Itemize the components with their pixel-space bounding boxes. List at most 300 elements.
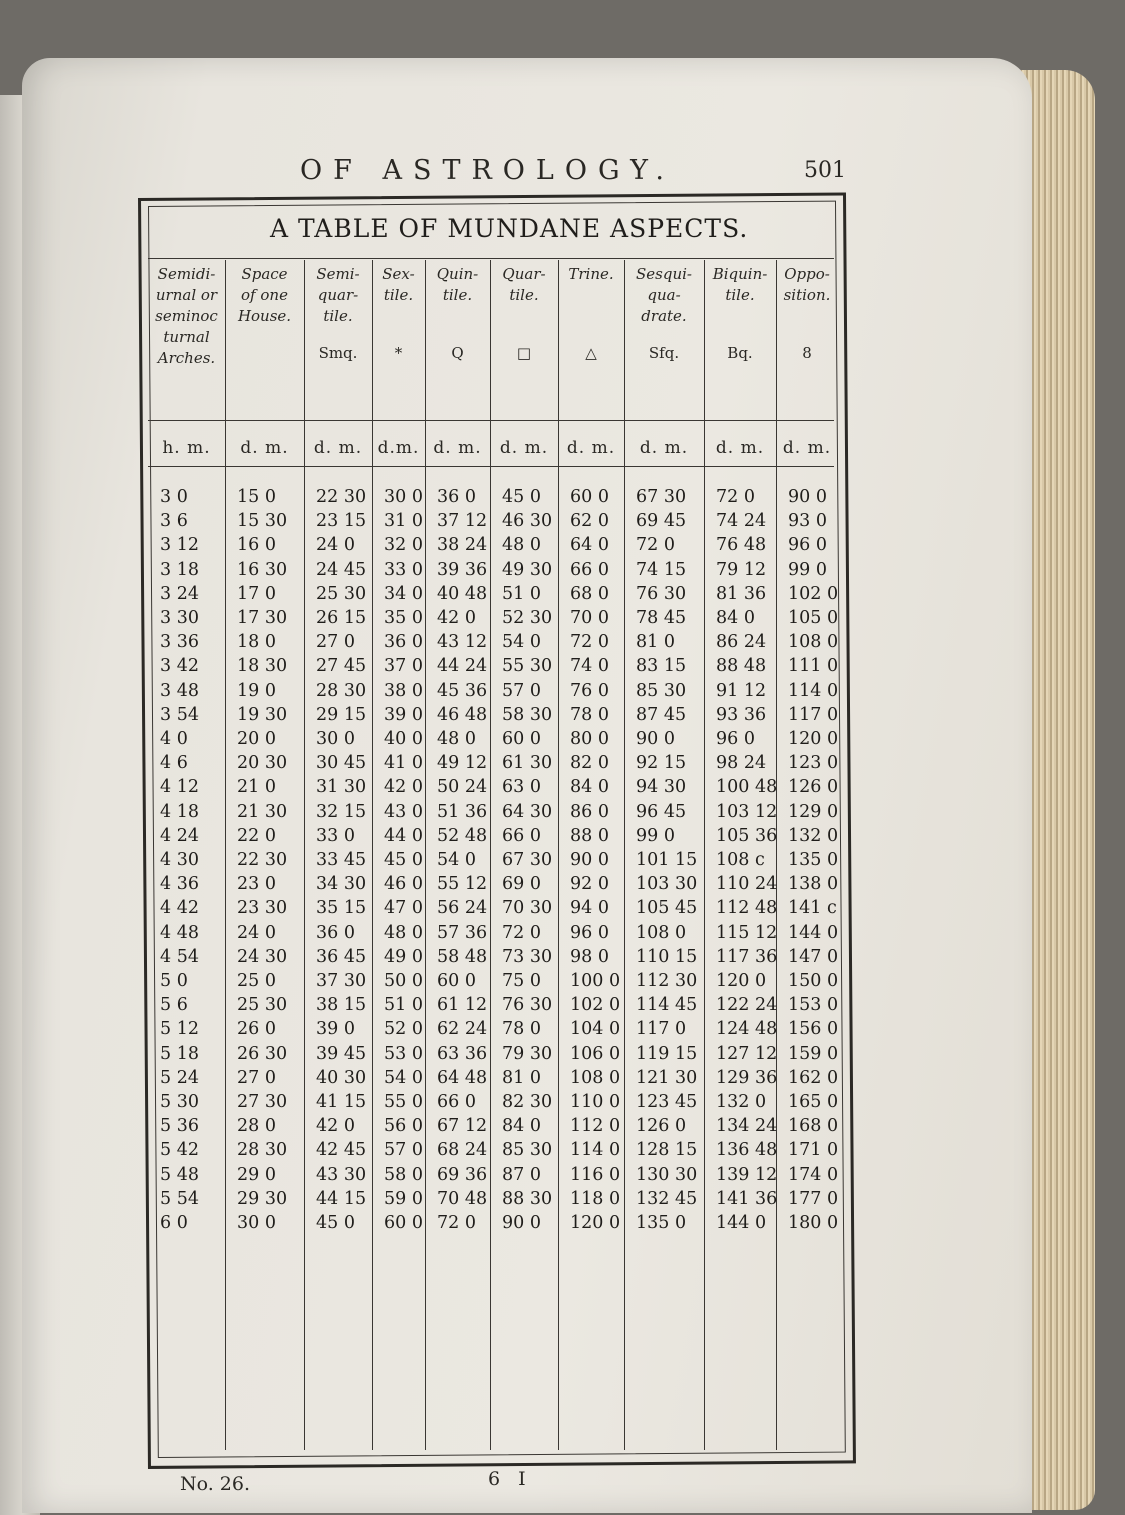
- table-cell: 26 0: [237, 1019, 276, 1040]
- table-cell: 24 0: [237, 922, 276, 943]
- aspect-symbol: □: [516, 344, 532, 362]
- table-cell: 83 15: [636, 656, 687, 677]
- table-cell: 118 0: [570, 1188, 621, 1209]
- table-cell: 129 0: [788, 801, 839, 822]
- table-cell: 63 0: [502, 777, 541, 798]
- table-cell: 124 48: [716, 1019, 778, 1040]
- table-cell: 62 0: [570, 511, 609, 532]
- table-cell: 61 12: [437, 995, 488, 1016]
- table-cell: 5 24: [160, 1067, 199, 1088]
- column-header: Oppo- sition.: [783, 265, 831, 304]
- table-cell: 3 24: [160, 583, 199, 604]
- table-cell: 28 30: [316, 680, 367, 701]
- table-cell: 76 48: [716, 535, 767, 556]
- column-header: Sesqui- qua- drate.: [636, 265, 692, 325]
- table-cell: 100 0: [570, 971, 621, 991]
- column-header: Biquin- tile.: [712, 265, 768, 304]
- table-cell: 70 0: [570, 608, 609, 628]
- table-cell: 72 0: [502, 922, 541, 943]
- table-cell: 112 48: [716, 898, 778, 919]
- table-cell: 44 24: [437, 656, 488, 677]
- table-cell: 48 0: [384, 922, 423, 943]
- table-cell: 15 0: [237, 487, 276, 507]
- table-cell: 31 0: [384, 511, 423, 532]
- unit-label: d. m.: [499, 438, 549, 458]
- table-cell: 120 0: [716, 971, 767, 991]
- table-cell: 74 15: [636, 559, 687, 580]
- table-cell: 39 0: [384, 704, 423, 725]
- table-cell: 85 30: [636, 680, 687, 701]
- table-cell: 49 30: [502, 559, 553, 580]
- table-cell: 19 30: [237, 704, 288, 725]
- table-cell: 42 0: [437, 608, 476, 628]
- table-cell: 57 36: [437, 922, 488, 943]
- table-cell: 37 30: [316, 971, 367, 991]
- table-cell: 135 0: [788, 850, 839, 870]
- table-cell: 114 0: [570, 1140, 621, 1161]
- table-cell: 106 0: [570, 1043, 621, 1064]
- table-cell: 29 30: [237, 1188, 288, 1209]
- table-cell: 16 30: [237, 559, 288, 580]
- aspect-symbol: Bq.: [727, 344, 753, 362]
- table-cell: 55 0: [384, 1092, 423, 1112]
- table-cell: 128 15: [636, 1140, 698, 1161]
- table-cell: 31 30: [316, 777, 367, 798]
- table-cell: 171 0: [788, 1140, 839, 1161]
- table-cell: 18 30: [237, 656, 288, 677]
- table-cell: 40 48: [437, 583, 488, 604]
- table-cell: 3 42: [160, 656, 199, 677]
- table-cell: 53 0: [384, 1043, 423, 1064]
- table-cell: 134 24: [716, 1116, 778, 1137]
- table-cell: 61 30: [502, 753, 553, 774]
- table-cell: 79 30: [502, 1043, 553, 1064]
- table-cell: 96 45: [636, 801, 687, 822]
- table-cell: 70 48: [437, 1188, 488, 1209]
- table-cell: 26 30: [237, 1043, 288, 1064]
- table-cell: 80 0: [570, 729, 609, 749]
- table-cell: 99 0: [788, 559, 827, 580]
- table-cell: 68 24: [437, 1140, 488, 1161]
- table-cell: 4 18: [160, 801, 199, 822]
- table-cell: 46 48: [437, 704, 488, 725]
- table-cell: 5 6: [160, 995, 188, 1016]
- table-cell: 35 0: [384, 608, 423, 628]
- table-cell: 27 0: [316, 632, 355, 653]
- table-cell: 39 36: [437, 559, 488, 580]
- row-rule: [148, 258, 834, 259]
- table-cell: 55 12: [437, 874, 488, 895]
- table-cell: 37 0: [384, 656, 423, 677]
- table-cell: 78 0: [502, 1019, 541, 1040]
- footer-number: No. 26.: [180, 1473, 251, 1495]
- table-cell: 74 24: [716, 511, 767, 532]
- table-cell: 3 12: [160, 535, 199, 556]
- table-cell: 45 36: [437, 680, 488, 701]
- table-cell: 29 15: [316, 704, 367, 725]
- table-cell: 22 30: [237, 850, 288, 870]
- table-cell: 96 0: [570, 922, 609, 943]
- table-cell: 117 36: [716, 946, 778, 967]
- table-cell: 52 0: [384, 1019, 423, 1040]
- table-cell: 46 30: [502, 511, 553, 532]
- table-cell: 16 0: [237, 535, 276, 556]
- table-cell: 108 c: [716, 850, 765, 870]
- table-cell: 127 12: [716, 1043, 778, 1064]
- table-cell: 177 0: [788, 1188, 839, 1209]
- table-cell: 51 0: [384, 995, 423, 1016]
- table-cell: 60 0: [384, 1213, 423, 1233]
- table-cell: 3 0: [160, 487, 188, 507]
- table-cell: 180 0: [788, 1213, 839, 1233]
- table-cell: 44 15: [316, 1188, 367, 1209]
- table-cell: 139 12: [716, 1164, 778, 1185]
- table-cell: 58 0: [384, 1164, 423, 1185]
- table-cell: 90 0: [502, 1213, 541, 1233]
- table-cell: 28 30: [237, 1140, 288, 1161]
- table-cell: 29 0: [237, 1164, 276, 1185]
- table-cell: 47 0: [384, 898, 423, 919]
- table-cell: 18 0: [237, 632, 276, 653]
- table-cell: 81 0: [636, 632, 675, 653]
- table-cell: 141 36: [716, 1188, 778, 1209]
- table-cell: 114 0: [788, 680, 839, 701]
- table-cell: 24 45: [316, 559, 367, 580]
- table-cell: 41 15: [316, 1092, 367, 1112]
- table-cell: 52 48: [437, 825, 488, 846]
- table-cell: 162 0: [788, 1067, 839, 1088]
- table-cell: 20 0: [237, 729, 276, 749]
- table-cell: 45 0: [316, 1213, 355, 1233]
- table-cell: 88 48: [716, 656, 767, 677]
- table-cell: 57 0: [384, 1140, 423, 1161]
- table-cell: 3 54: [160, 704, 199, 725]
- table-cell: 123 45: [636, 1092, 698, 1112]
- table-cell: 88 30: [502, 1188, 553, 1209]
- table-cell: 4 6: [160, 753, 188, 774]
- unit-label: d. m.: [782, 438, 832, 458]
- table-cell: 4 36: [160, 874, 199, 895]
- table-cell: 22 30: [316, 487, 367, 507]
- table-cell: 144 0: [788, 922, 839, 943]
- table-cell: 132 45: [636, 1188, 698, 1209]
- table-cell: 90 0: [570, 850, 609, 870]
- table-cell: 64 48: [437, 1067, 488, 1088]
- table-cell: 94 30: [636, 777, 687, 798]
- table-cell: 5 18: [160, 1043, 199, 1064]
- table-cell: 153 0: [788, 995, 839, 1016]
- table-cell: 58 30: [502, 704, 553, 725]
- table-cell: 119 15: [636, 1043, 698, 1064]
- table-cell: 165 0: [788, 1092, 839, 1112]
- unit-label: h. m.: [162, 438, 211, 458]
- table-cell: 23 0: [237, 874, 276, 895]
- table-cell: 34 30: [316, 874, 367, 895]
- table-cell: 54 0: [384, 1067, 423, 1088]
- table-cell: 25 0: [237, 971, 276, 991]
- table-cell: 60 0: [570, 487, 609, 507]
- table-cell: 159 0: [788, 1043, 839, 1064]
- table-cell: 22 0: [237, 825, 276, 846]
- table-cell: 98 24: [716, 753, 767, 774]
- unit-label: d. m.: [240, 438, 289, 458]
- table-cell: 36 0: [316, 922, 355, 943]
- table-cell: 48 0: [502, 535, 541, 556]
- table-cell: 57 0: [502, 680, 541, 701]
- table-cell: 174 0: [788, 1164, 839, 1185]
- table-cell: 4 24: [160, 825, 199, 846]
- table-cell: 44 0: [384, 825, 423, 846]
- table-cell: 103 12: [716, 801, 778, 822]
- unit-label: d. m.: [566, 438, 616, 458]
- table-cell: 38 15: [316, 995, 367, 1016]
- table-cell: 56 0: [384, 1116, 423, 1137]
- table-cell: 72 0: [636, 535, 675, 556]
- table-cell: 72 0: [570, 632, 609, 653]
- table-cell: 84 0: [502, 1116, 541, 1137]
- table-cell: 76 0: [570, 680, 609, 701]
- table-cell: 4 12: [160, 777, 199, 798]
- table-cell: 51 0: [502, 583, 541, 604]
- table-cell: 74 0: [570, 656, 609, 677]
- table-cell: 141 c: [788, 898, 837, 919]
- column-header: Trine.: [568, 265, 614, 283]
- table-cell: 32 15: [316, 801, 367, 822]
- table-cell: 69 0: [502, 874, 541, 895]
- table-cell: 110 0: [570, 1092, 621, 1112]
- table-cell: 35 15: [316, 898, 367, 919]
- table-cell: 3 30: [160, 608, 199, 628]
- table-cell: 40 0: [384, 729, 423, 749]
- table-cell: 42 0: [384, 777, 423, 798]
- table-cell: 5 12: [160, 1019, 199, 1040]
- table-cell: 82 0: [570, 753, 609, 774]
- table-cell: 84 0: [716, 608, 755, 628]
- signature-mark: 6 I: [488, 1468, 532, 1490]
- table-cell: 96 0: [716, 729, 755, 749]
- table-cell: 126 0: [636, 1116, 687, 1137]
- table-cell: 33 0: [316, 825, 355, 846]
- table-cell: 67 30: [636, 487, 687, 507]
- table-cell: 120 0: [570, 1213, 621, 1233]
- table-cell: 39 45: [316, 1043, 367, 1064]
- table-cell: 78 45: [636, 608, 687, 628]
- table-cell: 43 12: [437, 632, 488, 653]
- column-header: Space of one House.: [237, 265, 292, 325]
- table-cell: 39 0: [316, 1019, 355, 1040]
- table-cell: 5 30: [160, 1092, 199, 1112]
- table-cell: 42 0: [316, 1116, 355, 1137]
- table-cell: 114 45: [636, 995, 698, 1016]
- table-cell: 72 0: [716, 487, 755, 507]
- aspect-symbol: Smq.: [318, 344, 358, 362]
- table-cell: 41 0: [384, 753, 423, 774]
- table-cell: 43 0: [384, 801, 423, 822]
- unit-label: d. m.: [433, 438, 482, 458]
- table-cell: 50 24: [437, 777, 488, 798]
- table-cell: 84 0: [570, 777, 609, 798]
- table-cell: 60 0: [502, 729, 541, 749]
- table-cell: 27 30: [237, 1092, 288, 1112]
- table-cell: 49 0: [384, 946, 423, 967]
- table-cell: 92 0: [570, 874, 609, 895]
- row-rule: [148, 466, 834, 467]
- table-cell: 110 15: [636, 946, 698, 967]
- table-cell: 86 24: [716, 632, 767, 653]
- table-cell: 130 30: [636, 1164, 698, 1185]
- table-cell: 92 15: [636, 753, 687, 774]
- table-cell: 121 30: [636, 1067, 698, 1088]
- table-cell: 69 36: [437, 1164, 488, 1185]
- table-cell: 23 15: [316, 511, 367, 532]
- table-cell: 102 0: [570, 995, 621, 1016]
- unit-label: d.m.: [377, 438, 420, 458]
- table-cell: 132 0: [788, 825, 839, 846]
- table-cell: 82 30: [502, 1092, 553, 1112]
- table-cell: 66 0: [437, 1092, 476, 1112]
- table-cell: 4 0: [160, 729, 188, 749]
- table-cell: 99 0: [636, 825, 675, 846]
- table-cell: 4 48: [160, 922, 199, 943]
- table-cell: 108 0: [570, 1067, 621, 1088]
- aspect-symbol: *: [394, 344, 403, 362]
- table-cell: 5 54: [160, 1188, 199, 1209]
- table-cell: 36 45: [316, 946, 367, 967]
- table-cell: 6 0: [160, 1213, 188, 1233]
- table-cell: 115 12: [716, 922, 778, 943]
- table-cell: 68 0: [570, 583, 609, 604]
- table-cell: 30 45: [316, 753, 367, 774]
- row-rule: [148, 420, 834, 421]
- table-cell: 5 48: [160, 1164, 199, 1185]
- table-cell: 34 0: [384, 583, 423, 604]
- table-cell: 156 0: [788, 1019, 839, 1040]
- table-cell: 138 0: [788, 874, 839, 895]
- aspect-symbol: △: [585, 344, 597, 362]
- table-cell: 102 0: [788, 583, 839, 604]
- table-cell: 86 0: [570, 801, 609, 822]
- table-cell: 32 0: [384, 535, 423, 556]
- table-cell: 87 45: [636, 704, 687, 725]
- table-cell: 5 42: [160, 1140, 199, 1161]
- table-cell: 43 30: [316, 1164, 367, 1185]
- table-cell: 78 0: [570, 704, 609, 725]
- column-header: Semidi- urnal or seminoc turnal Arches.: [155, 265, 218, 367]
- page-number: 501: [804, 158, 846, 183]
- table-cell: 4 42: [160, 898, 199, 919]
- table-cell: 129 36: [716, 1067, 778, 1088]
- table-cell: 24 30: [237, 946, 288, 967]
- table-cell: 59 0: [384, 1188, 423, 1209]
- table-cell: 132 0: [716, 1092, 767, 1112]
- table-cell: 104 0: [570, 1019, 621, 1040]
- table-cell: 100 48: [716, 777, 778, 798]
- table-cell: 69 45: [636, 511, 687, 532]
- table-cell: 49 12: [437, 753, 488, 774]
- table-cell: 75 0: [502, 971, 541, 991]
- aspect-symbol: Sfq.: [648, 344, 680, 362]
- column-header: Sex- tile.: [382, 265, 415, 304]
- table-cell: 63 36: [437, 1043, 488, 1064]
- table-cell: 3 48: [160, 680, 199, 701]
- table-cell: 27 45: [316, 656, 367, 677]
- table-cell: 117 0: [788, 704, 839, 725]
- table-cell: 87 0: [502, 1164, 541, 1185]
- table-cell: 52 30: [502, 608, 553, 628]
- table-cell: 40 30: [316, 1067, 367, 1088]
- table-cell: 62 24: [437, 1019, 488, 1040]
- table-cell: 58 48: [437, 946, 488, 967]
- table-cell: 36 0: [384, 632, 423, 653]
- table-cell: 50 0: [384, 971, 423, 991]
- table-cell: 5 0: [160, 971, 188, 991]
- table-cell: 117 0: [636, 1019, 687, 1040]
- table-cell: 168 0: [788, 1116, 839, 1137]
- table-cell: 123 0: [788, 753, 839, 774]
- table-cell: 90 0: [788, 487, 827, 507]
- table-cell: 25 30: [237, 995, 288, 1016]
- table-cell: 120 0: [788, 729, 839, 749]
- table-cell: 4 30: [160, 850, 199, 870]
- table-cell: 76 30: [636, 583, 687, 604]
- table-cell: 25 30: [316, 583, 367, 604]
- table-cell: 122 24: [716, 995, 778, 1016]
- table-cell: 79 12: [716, 559, 767, 580]
- table-cell: 37 12: [437, 511, 488, 532]
- aspect-symbol: 8: [802, 344, 812, 362]
- table-cell: 3 18: [160, 559, 199, 580]
- table-cell: 108 0: [788, 632, 839, 653]
- running-head: OF ASTROLOGY.: [300, 155, 676, 186]
- table-cell: 27 0: [237, 1067, 276, 1088]
- table-cell: 17 30: [237, 608, 288, 628]
- table-cell: 67 30: [502, 850, 553, 870]
- table-cell: 112 30: [636, 971, 698, 991]
- table-cell: 48 0: [437, 729, 476, 749]
- table-cell: 88 0: [570, 825, 609, 846]
- table-cell: 116 0: [570, 1164, 621, 1185]
- table-cell: 76 30: [502, 995, 553, 1016]
- table-cell: 98 0: [570, 946, 609, 967]
- table-cell: 126 0: [788, 777, 839, 798]
- table-cell: 36 0: [437, 487, 476, 507]
- table-cell: 72 0: [437, 1213, 476, 1233]
- table-cell: 90 0: [636, 729, 675, 749]
- table-cell: 93 0: [788, 511, 827, 532]
- table-cell: 28 0: [237, 1116, 276, 1137]
- table-cell: 150 0: [788, 971, 839, 991]
- table-cell: 64 0: [570, 535, 609, 556]
- table-cell: 81 0: [502, 1067, 541, 1088]
- aspect-symbol: Q: [451, 344, 464, 362]
- table-cell: 55 30: [502, 656, 553, 677]
- table-cell: 66 0: [502, 825, 541, 846]
- table-cell: 23 30: [237, 898, 288, 919]
- table-cell: 147 0: [788, 946, 839, 967]
- table-cell: 20 30: [237, 753, 288, 774]
- table-cell: 3 6: [160, 511, 188, 532]
- table-cell: 5 36: [160, 1116, 199, 1137]
- table-cell: 101 15: [636, 850, 698, 870]
- table-cell: 70 30: [502, 898, 553, 919]
- table-cell: 136 48: [716, 1140, 778, 1161]
- table-cell: 108 0: [636, 922, 687, 943]
- unit-label: d. m.: [715, 438, 765, 458]
- table-cell: 46 0: [384, 874, 423, 895]
- table-cell: 45 0: [502, 487, 541, 507]
- table-cell: 15 30: [237, 511, 288, 532]
- unit-label: d. m.: [639, 438, 689, 458]
